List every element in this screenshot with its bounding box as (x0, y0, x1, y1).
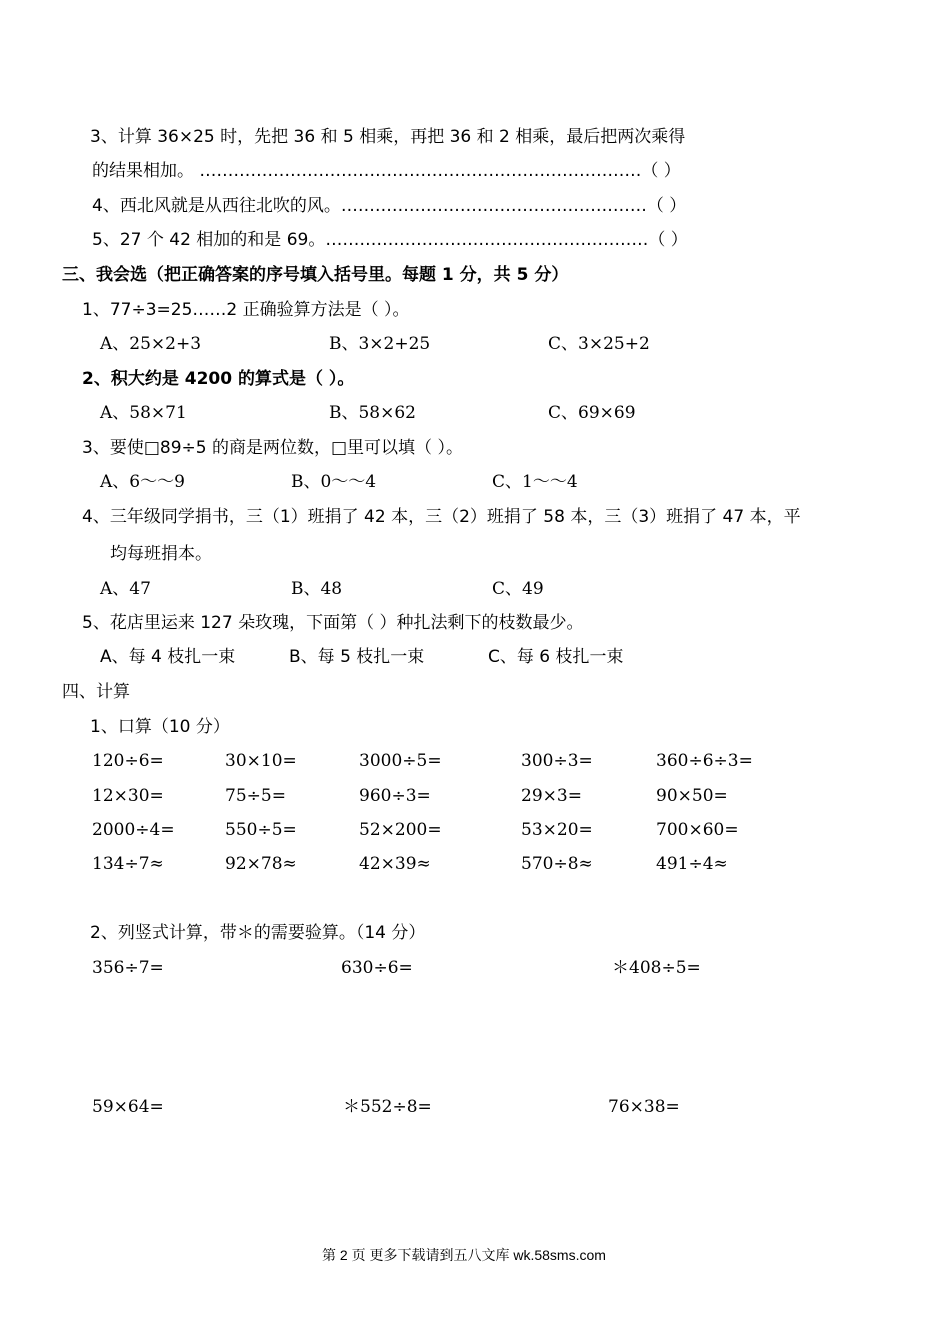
oral-item: 30×10= (225, 751, 297, 771)
choice-q3-option-b: B、0～～4 (291, 472, 377, 492)
choice-q1-option-a: A、25×2+3 (100, 334, 202, 354)
judge-q3-line2: 的结果相加。 ……………………………………………………………………（ ） (92, 161, 681, 181)
oral-item: 300÷3= (521, 751, 593, 771)
oral-item: 550÷5= (225, 820, 297, 840)
vertical-item: 630÷6= (341, 958, 413, 978)
choice-q5-option-c: C、每 6 枝扎一束 (488, 647, 624, 667)
judge-q3-line1: 3、计算 36×25 时，先把 36 和 5 相乘，再把 36 和 2 相乘，最后把两次乘得 (90, 127, 686, 147)
judge-q4: 4、西北风就是从西往北吹的风。………………………………………………（ ） (92, 196, 687, 216)
vertical-item: ＊552÷8= (343, 1097, 432, 1117)
oral-item: 960÷3= (359, 786, 431, 806)
choice-q2-option-b: B、58×62 (329, 403, 417, 423)
oral-item: 570÷8≈ (521, 854, 593, 874)
choice-q4-option-b: B、48 (291, 579, 343, 599)
choice-q3-stem: 3、要使□89÷5 的商是两位数，□里可以填（ ）。 (82, 438, 463, 458)
choice-q4-stem-line1: 4、三年级同学捐书，三（1）班捐了 42 本，三（2）班捐了 58 本，三（3）班捐了 47 本，平 (82, 507, 801, 527)
oral-calc-title: 1、口算（10 分） (90, 717, 230, 737)
section3-title: 三、我会选（把正确答案的序号填入括号里。每题 1 分，共 5 分） (62, 265, 569, 285)
choice-q4-option-c: C、49 (492, 579, 544, 599)
choice-q2-option-c: C、69×69 (548, 403, 636, 423)
vertical-calc-title: 2、列竖式计算，带＊的需要验算。（14 分） (90, 923, 426, 943)
oral-item: 2000÷4= (92, 820, 175, 840)
oral-item: 53×20= (521, 820, 593, 840)
oral-item: 75÷5= (225, 786, 286, 806)
choice-q1-option-c: C、3×25+2 (548, 334, 650, 354)
vertical-item: 59×64= (92, 1097, 164, 1117)
choice-q4-option-a: A、47 (100, 579, 151, 599)
choice-q5-option-a: A、每 4 枝扎一束 (100, 647, 236, 667)
vertical-item: 76×38= (608, 1097, 680, 1117)
vertical-item: ＊408÷5= (612, 958, 701, 978)
oral-item: 700×60= (656, 820, 739, 840)
oral-item: 3000÷5= (359, 751, 442, 771)
choice-q5-option-b: B、每 5 枝扎一束 (289, 647, 425, 667)
choice-q2-stem: 2、积大约是 4200 的算式是（ ）。 (82, 369, 355, 389)
choice-q4-stem-line2: 均每班捐本。 (110, 544, 212, 564)
judge-q5: 5、27 个 42 相加的和是 69。…………………………………………………（ ） (92, 230, 688, 250)
choice-q3-option-a: A、6～～9 (100, 472, 185, 492)
choice-q1-option-b: B、3×2+25 (329, 334, 431, 354)
oral-item: 52×200= (359, 820, 442, 840)
oral-item: 134÷7≈ (92, 854, 164, 874)
vertical-item: 356÷7= (92, 958, 164, 978)
section4-title: 四、计算 (62, 682, 130, 702)
oral-item: 92×78≈ (225, 854, 297, 874)
oral-item: 42×39≈ (359, 854, 431, 874)
oral-item: 29×3= (521, 786, 582, 806)
choice-q3-option-c: C、1～～4 (492, 472, 578, 492)
page-footer: 第 2 页 更多下载请到五八文库 wk.58sms.com (322, 1247, 606, 1263)
choice-q1-stem: 1、77÷3=25……2 正确验算方法是（ ）。 (82, 300, 410, 320)
choice-q2-option-a: A、58×71 (100, 403, 187, 423)
oral-item: 120÷6= (92, 751, 164, 771)
oral-item: 360÷6÷3= (656, 751, 753, 771)
choice-q5-stem: 5、花店里运来 127 朵玫瑰，下面第（ ）种扎法剩下的枝数最少。 (82, 613, 584, 633)
oral-item: 491÷4≈ (656, 854, 728, 874)
oral-item: 12×30= (92, 786, 164, 806)
oral-item: 90×50= (656, 786, 728, 806)
